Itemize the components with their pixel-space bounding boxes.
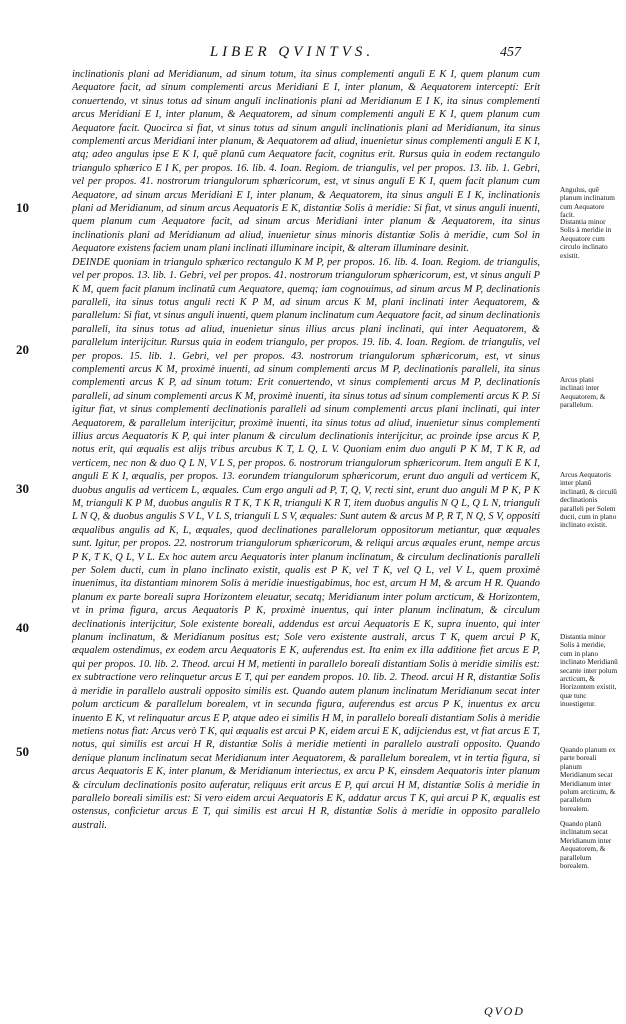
margin-note-3: Arcus plani inclinati inter Aequatorem, & parallelum. [560, 375, 606, 410]
margin-note-7: Quando planũ inclinatum secat Meridianum inter Aequatorem, & parallelum borealem. [560, 819, 612, 871]
margin-note-4: Arcus Aequatoris inter planũ inclinatũ, & circulũ declinationis paralleli per Solem ducti, cum in plano inclinato existit. [560, 470, 617, 530]
running-head: LIBER QVINTVS. [209, 44, 375, 60]
line-number-30: 30 [16, 481, 29, 496]
line-number-20: 20 [16, 342, 29, 357]
main-text-block [72, 68, 540, 832]
margin-note-5: Distantia minor Solis à meridie, cum in plano inclinato Meridianũ secante inter polum arcticum, & Horizontem existit, quæ tunc inuestigetur. [560, 632, 618, 709]
line-number-40: 40 [16, 620, 29, 635]
catchword: QVOD [484, 1004, 525, 1018]
line-number-50: 50 [16, 744, 29, 759]
paragraph-1: inclinationis plani ad Meridianum, ad sinum totum, ita sinus complementi anguli E K I, quem planum cum Aequatore facit, ad sinum complementi arcus Meridiani E I, inter planum, & Aequatorem interceptí: Erit conuertendo, vt sinus totus ad sinum anguli inclinationis plani ad Meridianum E I K, ita sinus complementi arcus Meridiani E I, inter planum, & Aequatorem, ad sinum complementi anguli E K I, quem planum cum Aequatore facit. Quocirca si fiat, vt sinus totus ad sinum anguli inclinationis plani ad Meridianum, ita sinus complementi arcus Meridiani inter planum, & Aequatorem ad aliud, inuenietur sinus complementi anguli E K I, atq; adeo angulus ipse E K I, quẽ planũ cum Aequatore facit, cognitus erit. Rursus quia in eodem rectangulo triangulo sphærico E I K, per propos. 16. lib. 4. Ioan. Regiom. de triangulis, vel per propos. 13. lib. 1. Gebri, vel per propos. 41. nostrorum triangulorum sphæricorum, est, vt sinus anguli E K I, quem facit planum cum Aequatore, ad sinum arcus Meridiani E I, inter planum, & Aequatorem, ita sinus anguli E I K, inclinationis plani ad Meridianum, ad sinum arcus Aequatoris E K, distantiæ Solis à meridie: Si fiat, vt sinus anguli inuenti, quem planum cum Aequatore facit, ad sinum arcus Meridiani inter planum & Aequatorem, ita sinus inclinationis plani ad Meridianum ad aliud, inuenietur sinus minoris distantiæ Solis à meridie, cum Sol in Aequatore existens faciem unam plani inclinati illuminare incipit, & alteram illuminare desinit. [72, 69, 540, 255]
page-number: 457 [500, 45, 521, 60]
margin-note-1: Angulus, quẽ planum inclinatum cum Aequatore facit. [560, 185, 615, 220]
line-number-10: 10 [16, 200, 29, 215]
margin-note-2: Distantia minor Solis à meridie in Aequatore cum circulo inclinato existit. [560, 217, 612, 260]
paragraph-2: DEINDE quoniam in triangulo sphærico rectangulo K M P, per propos. 16. lib. 4. Ioan. Regiom. de triangulis, vel per propos. 13. lib. 1. Gebri, vel per propos. 41. nostrorum triangulorum sphæricorum, est, vt sinus anguli P K M, quem facit planum inclinatũ cum Aequatore, quemq; iam cognouimus, ad sinum arcus M P, declinationis paralleli, ita sinus totus anguli recti K P M, ad sinum arcus K M, plani inclinati inter Aequatorem, & parallelum: Si fiat, vt sinus anguli inuenti, quem planum inclinatum cum Aequatore facit, ad sinum declinationis paralleli, ita sinus totus ad aliud, inuenietur sinus illius arcus plani inclinati, qui inter Aequatorem, & parallelum interijcitur. Rursus quia in eodem triangulo, per propos. 19. lib. 4. Ioan. Regiom. de triangulis, vel per propos. 15. lib. 1. Gebri, vel per propos. 43. nostrorum triangulorum sphæricorum, est, vt sinus complementi arcus K M, proximè inuenti, ad sinum complementi arcus M P, declinationis paralleli, ita sinus complementi arcus K P, ad sinum totum: Erit conuertendo, vt sinus complementi arcus M P, declinationis paralleli, ad sinum complementi arcus K M, proximè inuenti, ita sinus totus ad sinum complementi arcus K P. Si igitur fiat, vt sinus complementi declinationis paralleli ad sinum complementi arcus plani inclinati, qui inter Aequatorem, & parallelum interijcitur, proximè inuenti, ita sinus totus ad aliud, inuenietur sinus complementi illius arcus Aequatoris K P, qui inter planum & circulum declinationis interijcitur, ac proinde ipse arcus K P, notus erit, qui æqualis est alijs tribus arcubus K T, L Q, L V. Quoniam enim duo anguli P K M, T K R, ad verticem, nec non & duo Q L N, V L S, per propos. 6. nostrorum triangulorum sphæricorum. Item anguli E K I, anguli E K I, æqualis, per propos. 13. eorundem triangulorum sphæricorum, erunt duo anguli ad verticem K, duobus angulis ad verticem L, æquales. Cum ergo anguli ad P, T, Q, V, recti sint, erunt duo anguli M P K, P K M, trianguli K P M, duobus angulis R T K, T K R, trianguli K R T, item duobus angulis N Q L, Q L N, trianguli L N Q, & duobus angulis S V L, V L S, trianguli L S V, æquales: Sunt autem & arcus M P, R T, N Q, S V, oppositi æqualibus angulis ad K, L, æquales, quod declinationes parallelorum oppositorum metiantur, quæ æquales sunt. Igitur, per propos. 22. nostrorum triangulorum sphæricorum, & reliqui arcus æquales erunt, nempe arcus P K, T K, Q L, V L. Ex hoc autem arcu Aequatoris inter planum inclinatum, & circulum declinationis paralleli per Solem ducti, cum in plano inclinato existit, qualis est P K, vel T K, vel Q L, vel V L, quem proximè inuenimus, ita distantiam minorem Solis à meridie inuestigabimus, hoc est, arcum H M, & arcum H R. Quando planum ex parte boreali supra Horizontem eleuatur, secatq; Meridianum inter polum arcticum, & Horizontem, vt in prima figura, arcus Aequatoris P K, proximè inuentus, qui inter planum inclinatum, & circulum declinationis interijcitur, Sole existente boreali, addendus est arcui Aequatoris E K, supra inuento, qui inter planum inclinatum, & Meridianum positus est; Sole vero existente australi, arcus T K, quem arcui P K, æqualem ostendimus, ex eodem arcu Aequatoris E K, auferendus est. Ita enim ex illa additione fiet arcus E P, qui per propos. 10. lib. 2. Theod. arcui H M, metienti in parallelo boreali distantiam Solis à meridie similis est: ex subtractione vero relinquetur arcus E T, qui per eandem propos. 10. lib. 2. Theod. arcui H R, distantiæ Solis à meridie in parallelo australi opposito similis est. Quando autem planum inclinatum Meridianum secat inter polum arcticum & parallelum borealem, vt in secunda figura, auferendus est arcus P K, inuentus ex arcu inuento E K, vt relinquatur arcus E P, atque adeo ei similis H M, in parallelo boreali distantiam Solis à meridie metiens notus fiat: Arcus verò T K, qui æqualis est arcui P K, eidem arcui E K, adijciendus est, vt fiat arcus E T, notus, qui similis est arcui H R, distantiæ Solis à meridie metienti in parallelo australi opposito. Quando denique planum inclinatum secat Meridianum inter Aequatorem, & parallelum borealem, vt in tertia figura, si arcus Aequatoris E K, inter planum, & Meridianum interiectus, ex arcu P K, einsdem Aequatoris inter planum & circulum declinationis posito auferatur, reliquus erit arcus E P, qui arcui H M, distantiæ Solis à meridie in parallelo boreali similis est: Si vero eidem arcui Aequatoris E K, addatur arcus T K, qui arcui P K, æqualis est ostensus, conficietur arcus E T, qui similis est arcui H R, distantiæ Solis à meridie in opposito parallelo australi. [72, 256, 540, 831]
margin-note-6: Quando planum ex parte boreali planum Meridianum secat Meridianum inter polum arcticum, & parallelum borealem. [560, 745, 616, 813]
